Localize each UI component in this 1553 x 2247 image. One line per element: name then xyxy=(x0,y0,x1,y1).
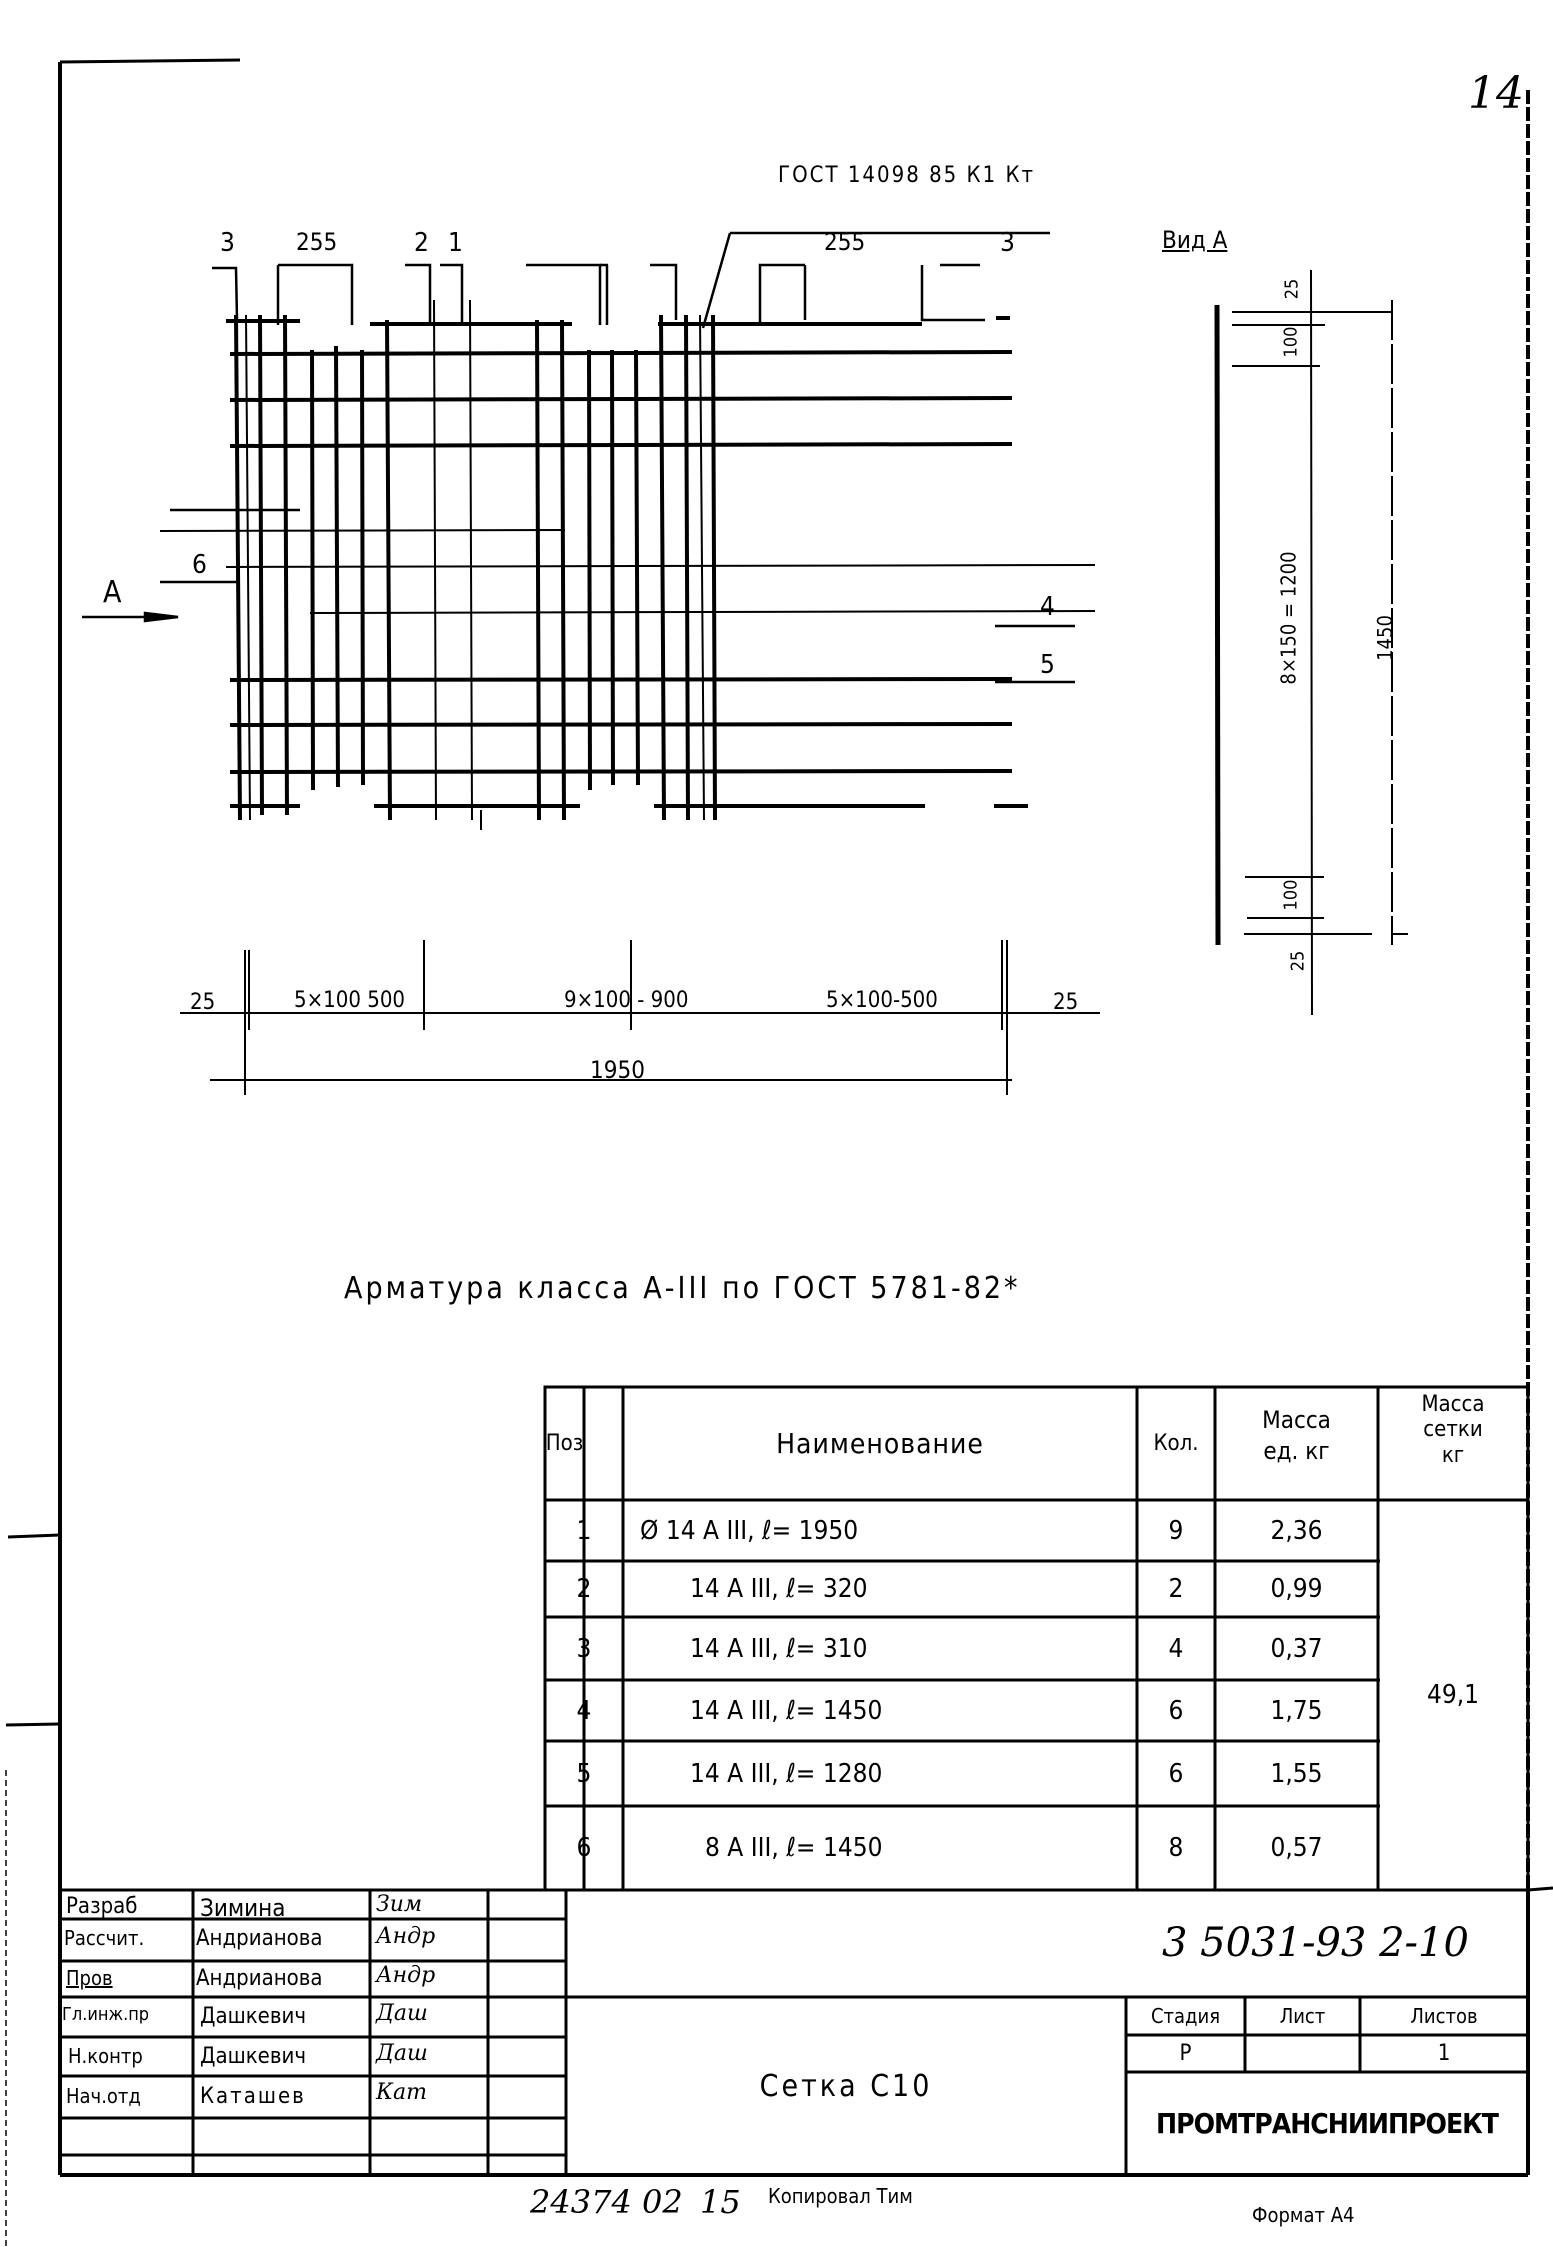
row-pos: 5 xyxy=(576,1758,592,1789)
sig-signature: Даш xyxy=(376,2001,428,2026)
page-number: 14 xyxy=(1468,68,1524,119)
row-unit-mass: 0,99 xyxy=(1270,1574,1323,1604)
sig-signature: Кат xyxy=(376,2080,428,2105)
sig-role: Нач.отд xyxy=(66,2084,141,2108)
reinforcement-note: Арматура класса А-III по ГОСТ 5781-82* xyxy=(344,1271,1021,1306)
callout-pos-4: 4 xyxy=(1040,592,1055,622)
sig-signature: Андр xyxy=(376,1963,436,1988)
inventory-number: 24374 02 xyxy=(530,2183,683,2221)
row-pos: 2 xyxy=(576,1574,592,1604)
sig-name: Дашкевич xyxy=(200,2004,307,2029)
view-a-title: Вид А xyxy=(1162,226,1228,254)
dim-255-right: 255 xyxy=(824,228,866,256)
sig-signature: Даш xyxy=(376,2041,428,2066)
sheets-value: 1 xyxy=(1437,2041,1451,2066)
callout-pos-5: 5 xyxy=(1040,650,1055,680)
dim-right-spacing: 5×100-500 xyxy=(826,988,938,1013)
view-a-bottom-gap: 25 xyxy=(1287,950,1309,972)
copy-sheet-number: 15 xyxy=(700,2183,741,2221)
dim-edge-left: 25 xyxy=(190,990,216,1015)
sig-signature: Андр xyxy=(376,1924,436,1949)
sig-name: Андрианова xyxy=(196,1926,323,1951)
sig-name: Каташев xyxy=(200,2084,306,2109)
sig-signature: Зим xyxy=(376,1892,423,1917)
row-qty: 8 xyxy=(1168,1833,1184,1863)
header-qty: Кол. xyxy=(1153,1431,1199,1456)
row-name: 14 А III, ℓ= 1450 xyxy=(690,1695,883,1726)
dim-left-spacing: 5×100 500 xyxy=(294,988,405,1013)
sig-role: Н.контр xyxy=(68,2044,143,2068)
sheet-label: Лист xyxy=(1279,2004,1326,2028)
sheets-label: Листов xyxy=(1410,2004,1478,2028)
view-a-bottom-spacing: 100 xyxy=(1280,879,1302,911)
sig-role: Разраб xyxy=(66,1894,138,1919)
view-arrow-a xyxy=(82,613,178,621)
sig-name: Андрианова xyxy=(196,1966,323,1991)
organization-name: ПРОМТРАНСНИИПРОЕКТ xyxy=(1156,2107,1498,2140)
row-unit-mass: 0,57 xyxy=(1270,1833,1323,1863)
sheet-format: Формат А4 xyxy=(1252,2203,1355,2227)
drawing-title: Сетка С10 xyxy=(759,2068,933,2104)
dim-middle-spacing: 9×100 - 900 xyxy=(564,988,689,1013)
sig-role: Пров xyxy=(66,1966,113,1990)
callout-pos-6: 6 xyxy=(192,550,207,580)
view-a-top-spacing: 100 xyxy=(1280,326,1302,358)
callout-pos-3-left: 3 xyxy=(220,228,235,258)
row-name: 14 А III, ℓ= 1280 xyxy=(690,1758,883,1789)
view-arrow-label: А xyxy=(103,575,122,610)
row-pos: 3 xyxy=(576,1633,592,1664)
row-qty: 2 xyxy=(1168,1574,1184,1604)
sig-role: Рассчит. xyxy=(64,1926,145,1950)
header-mesh-mass-line3: кг xyxy=(1441,1442,1465,1468)
top-callouts xyxy=(170,233,1050,510)
view-a-overall-height: 1450 xyxy=(1372,615,1397,661)
callout-pos-3-right: 3 xyxy=(1000,228,1015,258)
row-unit-mass: 2,36 xyxy=(1270,1515,1323,1546)
header-pos: Поз xyxy=(545,1431,584,1456)
row-unit-mass: 0,37 xyxy=(1270,1633,1323,1664)
dim-overall-width: 1950 xyxy=(590,1056,645,1084)
dim-edge-right: 25 xyxy=(1053,990,1079,1015)
row-qty: 6 xyxy=(1168,1758,1184,1789)
header-mesh-mass-line2: сетки xyxy=(1423,1417,1483,1443)
sheet-value xyxy=(1245,2035,1360,2072)
row-name: Ø 14 А III, ℓ= 1950 xyxy=(640,1515,859,1546)
header-name: Наименование xyxy=(776,1427,984,1460)
stage-label: Стадия xyxy=(1150,2004,1221,2028)
header-unit-mass xyxy=(1215,1405,1378,1467)
mesh-plan xyxy=(160,300,1095,830)
header-unit-mass-line1: Масса xyxy=(1262,1406,1331,1434)
sig-name: Дашкевич xyxy=(200,2044,307,2069)
dim-255-left: 255 xyxy=(296,228,338,256)
copied-by: Копировал Тим xyxy=(768,2184,913,2208)
header-mesh-mass-line1: Масса xyxy=(1421,1392,1485,1417)
row-pos: 1 xyxy=(576,1515,592,1546)
row-pos: 4 xyxy=(576,1695,592,1726)
row-unit-mass: 1,55 xyxy=(1270,1758,1323,1789)
row-name: 14 А III, ℓ= 310 xyxy=(690,1633,868,1664)
row-pos: 6 xyxy=(576,1833,592,1863)
row-qty: 6 xyxy=(1168,1695,1184,1726)
row-qty: 4 xyxy=(1168,1633,1184,1664)
row-qty: 9 xyxy=(1168,1515,1184,1546)
sig-role: Гл.инж.пр xyxy=(62,2004,150,2025)
row-name: 8 А III, ℓ= 1450 xyxy=(705,1833,883,1863)
header-mesh-mass xyxy=(1378,1392,1528,1468)
sig-name: Зимина xyxy=(200,1894,286,1922)
mesh-total-mass: 49,1 xyxy=(1426,1680,1480,1710)
view-a-top-gap: 25 xyxy=(1281,278,1303,300)
document-code: 3 5031-93 2-10 xyxy=(1162,1920,1469,1966)
callout-pos-1: 1 xyxy=(448,228,463,258)
row-unit-mass: 1,75 xyxy=(1270,1695,1323,1726)
stage-value: Р xyxy=(1179,2041,1192,2066)
header-unit-mass-line2: ед. кг xyxy=(1263,1437,1330,1466)
view-a-middle-spacing: 8×150 = 1200 xyxy=(1276,551,1301,685)
callout-pos-2: 2 xyxy=(414,228,429,258)
weld-note: ГОСТ 14098 85 К1 Кт xyxy=(778,163,1036,188)
row-name: 14 А III, ℓ= 320 xyxy=(690,1574,868,1604)
